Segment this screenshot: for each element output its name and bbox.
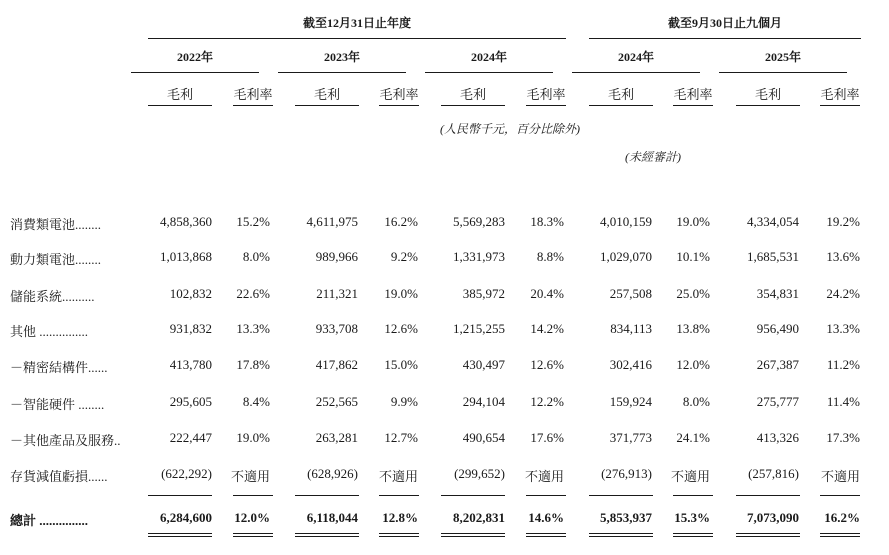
row-label: 其他 ...............	[10, 324, 89, 339]
row-label: －其他產品及服務..	[10, 433, 121, 448]
cell-gross-margin: 24.1%	[676, 430, 710, 445]
cell-gross-profit: 275,777	[756, 394, 799, 409]
cell-gross-margin: 9.2%	[390, 249, 418, 264]
cell-gross-margin: 22.6%	[236, 286, 270, 301]
period-rule-nine-month	[589, 38, 861, 39]
cell-gross-profit: 1,013,868	[160, 249, 212, 264]
period-rule-annual	[148, 38, 566, 39]
cell-gross-profit: 1,215,255	[453, 321, 505, 336]
cell-gross-margin: 15.2%	[236, 214, 270, 229]
year-header: 2022年	[176, 50, 213, 64]
subtotal-rule	[736, 495, 800, 496]
total-gross-profit: 8,202,831	[453, 510, 505, 525]
cell-gross-profit: 1,685,531	[747, 249, 799, 264]
cell-gross-margin: 11.2%	[826, 357, 860, 372]
metric-rule	[379, 105, 419, 106]
metric-rule	[441, 105, 505, 106]
cell-gross-margin: 16.2%	[384, 214, 418, 229]
year-header: 2025年	[764, 50, 801, 64]
metric-header-gross-margin: 毛利率	[673, 87, 713, 102]
cell-gross-profit: 211,321	[316, 286, 358, 301]
total-gross-margin: 12.8%	[382, 510, 418, 525]
cell-gross-margin: 12.2%	[530, 394, 564, 409]
metric-rule	[673, 105, 713, 106]
metric-rule	[820, 105, 860, 106]
total-gross-profit: 7,073,090	[747, 510, 799, 525]
cell-gross-margin: 19.0%	[676, 214, 710, 229]
total-double-rule	[526, 536, 566, 537]
year-rule	[131, 72, 259, 73]
cell-gross-profit: 490,654	[462, 430, 505, 445]
cell-gross-profit: (257,816)	[748, 466, 799, 481]
row-label: 動力類電池........	[10, 252, 102, 267]
cell-gross-margin: 不適用	[820, 469, 860, 484]
total-double-rule	[673, 536, 713, 537]
total-gross-margin: 12.0%	[234, 510, 270, 525]
cell-gross-profit: 4,334,054	[747, 214, 799, 229]
cell-gross-margin: 19.0%	[384, 286, 418, 301]
total-gross-profit: 6,284,600	[160, 510, 212, 525]
total-double-rule	[379, 533, 419, 534]
total-double-rule	[589, 536, 653, 537]
cell-gross-profit: 933,708	[315, 321, 358, 336]
metric-header-gross-profit: 毛利	[754, 87, 781, 102]
total-double-rule	[295, 536, 359, 537]
cell-gross-profit: 159,924	[609, 394, 652, 409]
row-label: 儲能系統..........	[10, 289, 95, 304]
cell-gross-profit: 4,010,159	[600, 214, 652, 229]
total-double-rule	[441, 533, 505, 534]
total-double-rule	[736, 536, 800, 537]
cell-gross-margin: 17.6%	[530, 430, 564, 445]
row-label: 存貨減值虧損......	[10, 469, 108, 484]
cell-gross-profit: 5,569,283	[453, 214, 505, 229]
total-double-rule	[233, 533, 273, 534]
cell-gross-profit: 302,416	[609, 357, 652, 372]
cell-gross-profit: (622,292)	[161, 466, 212, 481]
cell-gross-profit: 263,281	[315, 430, 358, 445]
total-gross-profit: 5,853,937	[600, 510, 652, 525]
period-header-annual: 截至12月31日止年度	[302, 16, 411, 30]
cell-gross-profit: 989,966	[315, 249, 358, 264]
total-double-rule	[526, 533, 566, 534]
cell-gross-margin: 8.0%	[242, 249, 270, 264]
row-label: －精密結構件......	[10, 360, 108, 375]
total-double-rule	[820, 533, 860, 534]
total-double-rule	[673, 533, 713, 534]
year-header: 2024年	[470, 50, 507, 64]
metric-rule	[589, 105, 653, 106]
cell-gross-profit: 252,565	[315, 394, 358, 409]
total-double-rule	[148, 536, 212, 537]
cell-gross-profit: 222,447	[169, 430, 212, 445]
unaudited-note: (未經審計)	[625, 150, 681, 164]
cell-gross-profit: 1,331,973	[453, 249, 505, 264]
subtotal-rule	[673, 495, 713, 496]
cell-gross-profit: 413,780	[169, 357, 212, 372]
metric-rule	[233, 105, 273, 106]
subtotal-rule	[589, 495, 653, 496]
cell-gross-margin: 12.6%	[530, 357, 564, 372]
metric-header-gross-margin: 毛利率	[526, 87, 566, 102]
total-label: 總計 ...............	[10, 513, 89, 528]
year-rule	[425, 72, 553, 73]
cell-gross-profit: (276,913)	[601, 466, 652, 481]
cell-gross-margin: 12.6%	[384, 321, 418, 336]
cell-gross-margin: 14.2%	[530, 321, 564, 336]
cell-gross-margin: 8.4%	[242, 394, 270, 409]
metric-header-gross-margin: 毛利率	[233, 87, 273, 102]
metric-rule	[736, 105, 800, 106]
cell-gross-profit: 417,862	[315, 357, 358, 372]
cell-gross-profit: 956,490	[756, 321, 799, 336]
cell-gross-margin: 13.3%	[826, 321, 860, 336]
cell-gross-margin: 18.3%	[530, 214, 564, 229]
subtotal-rule	[526, 495, 566, 496]
year-header: 2023年	[323, 50, 360, 64]
cell-gross-margin: 15.0%	[384, 357, 418, 372]
subtotal-rule	[441, 495, 505, 496]
cell-gross-profit: 257,508	[609, 286, 652, 301]
cell-gross-margin: 不適用	[230, 469, 270, 484]
cell-gross-profit: 371,773	[609, 430, 652, 445]
cell-gross-profit: 102,832	[169, 286, 212, 301]
total-gross-margin: 15.3%	[674, 510, 710, 525]
cell-gross-profit: 294,104	[462, 394, 505, 409]
cell-gross-margin: 11.4%	[826, 394, 860, 409]
cell-gross-margin: 17.3%	[826, 430, 860, 445]
total-double-rule	[589, 533, 653, 534]
cell-gross-profit: 4,611,975	[306, 214, 358, 229]
metric-header-gross-profit: 毛利	[313, 87, 340, 102]
metric-rule	[148, 105, 212, 106]
cell-gross-margin: 20.4%	[530, 286, 564, 301]
cell-gross-margin: 13.3%	[236, 321, 270, 336]
period-header-nine-month: 截至9月30日止九個月	[667, 16, 782, 30]
year-header: 2024年	[617, 50, 654, 64]
year-rule	[572, 72, 700, 73]
metric-header-gross-margin: 毛利率	[820, 87, 860, 102]
cell-gross-margin: 不適用	[524, 469, 564, 484]
cell-gross-profit: (628,926)	[307, 466, 358, 481]
cell-gross-profit: 931,832	[169, 321, 212, 336]
total-double-rule	[295, 533, 359, 534]
subtotal-rule	[295, 495, 359, 496]
cell-gross-margin: 13.6%	[826, 249, 860, 264]
subtotal-rule	[820, 495, 860, 496]
total-double-rule	[148, 533, 212, 534]
year-rule	[719, 72, 847, 73]
metric-rule	[526, 105, 566, 106]
cell-gross-margin: 19.0%	[236, 430, 270, 445]
subtotal-rule	[379, 495, 419, 496]
unit-note: (人民幣千元，百分比除外)	[440, 122, 580, 136]
cell-gross-profit: 413,326	[756, 430, 799, 445]
cell-gross-margin: 8.0%	[682, 394, 710, 409]
cell-gross-margin: 9.9%	[390, 394, 418, 409]
cell-gross-margin: 25.0%	[676, 286, 710, 301]
total-gross-margin: 14.6%	[528, 510, 564, 525]
cell-gross-margin: 不適用	[670, 469, 710, 484]
total-double-rule	[820, 536, 860, 537]
cell-gross-margin: 12.0%	[676, 357, 710, 372]
cell-gross-profit: (299,652)	[454, 466, 505, 481]
year-rule	[278, 72, 406, 73]
metric-header-gross-margin: 毛利率	[379, 87, 419, 102]
cell-gross-profit: 295,605	[169, 394, 212, 409]
row-label: －智能硬件 ........	[10, 397, 105, 412]
cell-gross-profit: 1,029,070	[600, 249, 652, 264]
metric-header-gross-profit: 毛利	[166, 87, 193, 102]
subtotal-rule	[233, 495, 273, 496]
cell-gross-margin: 13.8%	[676, 321, 710, 336]
total-gross-margin: 16.2%	[824, 510, 860, 525]
total-double-rule	[736, 533, 800, 534]
cell-gross-profit: 354,831	[756, 286, 799, 301]
cell-gross-margin: 17.8%	[236, 357, 270, 372]
cell-gross-margin: 10.1%	[676, 249, 710, 264]
subtotal-rule	[148, 495, 212, 496]
cell-gross-margin: 24.2%	[826, 286, 860, 301]
cell-gross-profit: 834,113	[610, 321, 652, 336]
metric-rule	[295, 105, 359, 106]
cell-gross-margin: 12.7%	[384, 430, 418, 445]
total-double-rule	[379, 536, 419, 537]
cell-gross-margin: 不適用	[378, 469, 418, 484]
metric-header-gross-profit: 毛利	[607, 87, 634, 102]
cell-gross-margin: 19.2%	[826, 214, 860, 229]
cell-gross-profit: 267,387	[756, 357, 799, 372]
metric-header-gross-profit: 毛利	[459, 87, 486, 102]
total-double-rule	[441, 536, 505, 537]
row-label: 消費類電池........	[10, 217, 102, 232]
total-double-rule	[233, 536, 273, 537]
cell-gross-profit: 385,972	[462, 286, 505, 301]
total-gross-profit: 6,118,044	[306, 510, 358, 525]
cell-gross-profit: 430,497	[462, 357, 505, 372]
cell-gross-margin: 8.8%	[536, 249, 564, 264]
cell-gross-profit: 4,858,360	[160, 214, 212, 229]
